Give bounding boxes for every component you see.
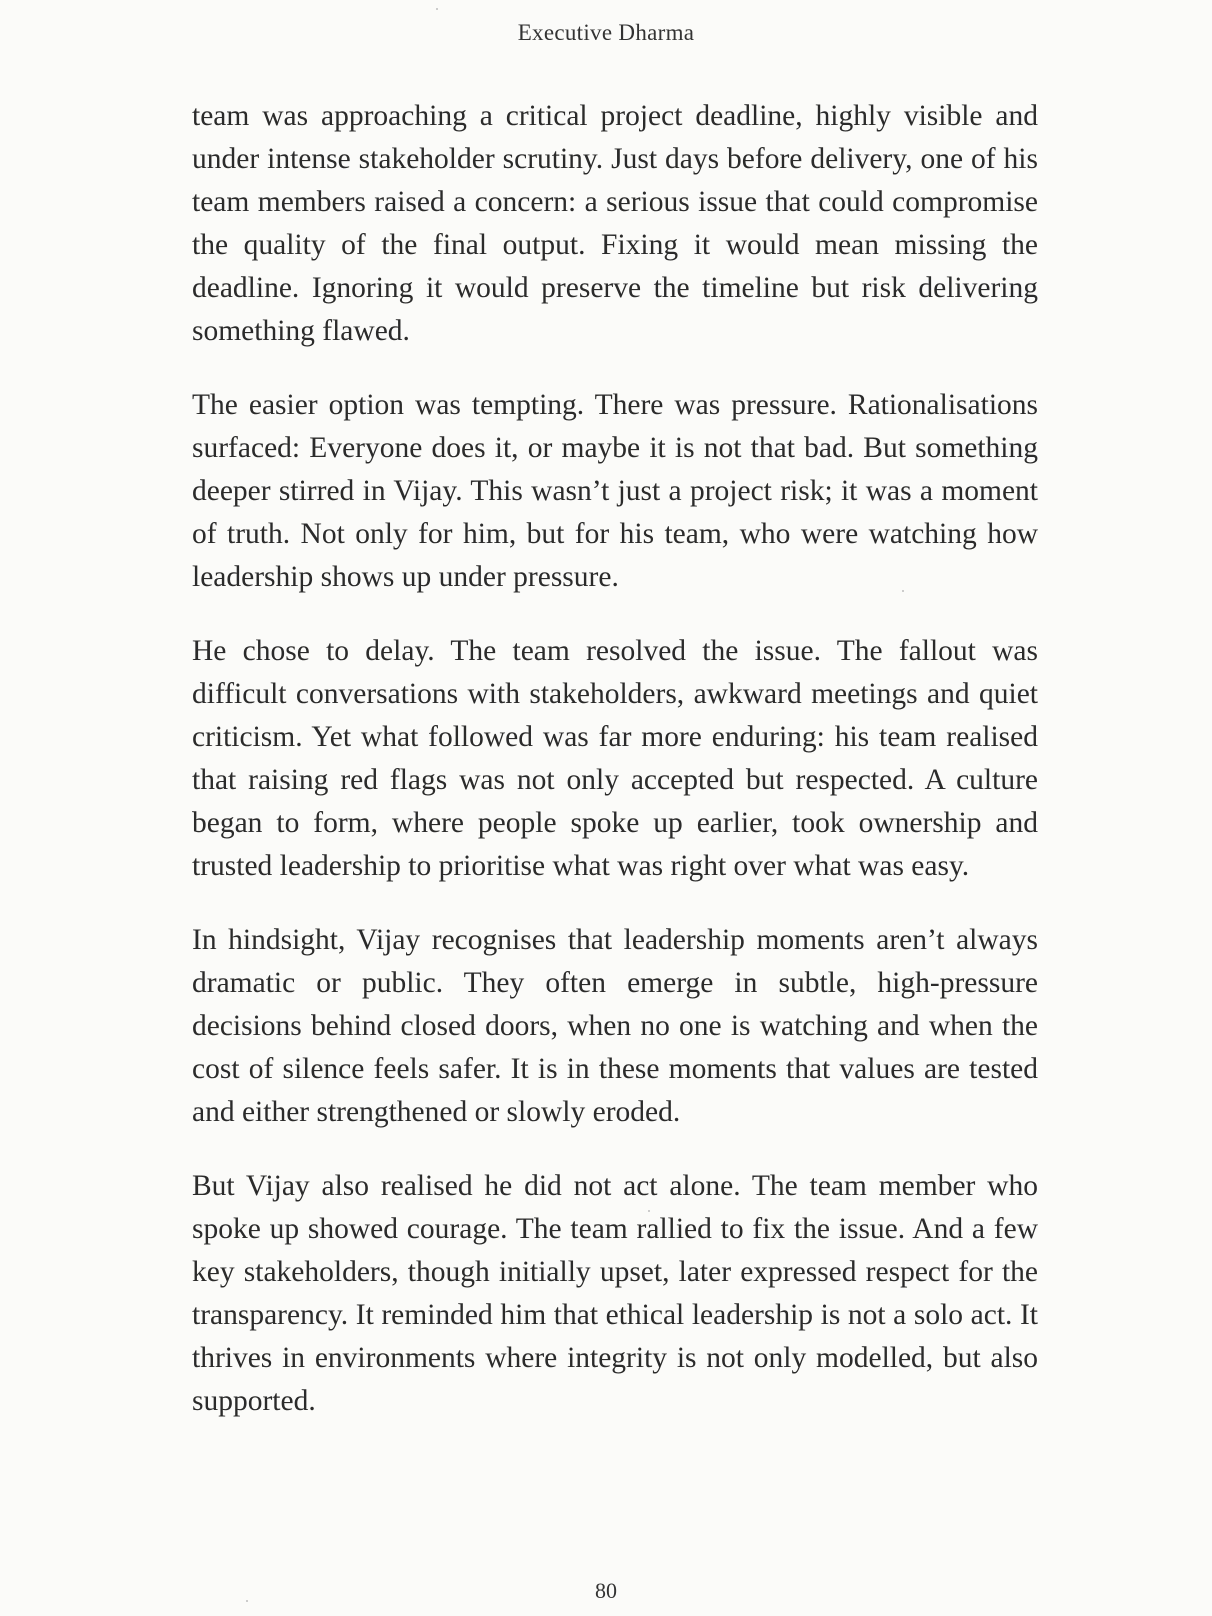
paragraph: But Vijay also realised he did not act alone. The team member who spoke up showed courage. The team rallied to fix the issue. And a few key stakeholders, though initially upset, later expressed respect for the transparency. It reminded him that ethical leadership is not a solo act. It thrives in environments where integrity is not only modelled, but also supported. bbox=[192, 1170, 1038, 1417]
paragraph: The easier option was tempting. There was pressure. Rationalisations surfaced: Everyone does it, or maybe it is not that bad. But something deeper stirred in Vijay. This wasn’t just a project risk; it was a moment of truth. Not only for him, but for his team, who were watching how leadership shows up under pressure. bbox=[192, 389, 1038, 593]
page-number: 80 bbox=[595, 1578, 617, 1603]
paragraph: In hindsight, Vijay recognises that leadership moments aren’t always dramatic or public. They often emerge in subtle, high-pressure decisions behind closed doors, when no one is watching and when the cost of silence feels safer. It is in these moments that values are tested and either strengthened or slowly eroded. bbox=[192, 924, 1038, 1128]
paragraph: He chose to delay. The team resolved the issue. The fallout was difficult conversations with stakeholders, awkward meetings and quiet criticism. Yet what followed was far more enduring: his team realised that raising red flags was not only accepted but respected. A culture began to form, where people spoke up earlier, took ownership and trusted leadership to prioritise what was right over what was easy. bbox=[192, 635, 1038, 882]
scan-speck bbox=[246, 1600, 248, 1602]
paragraph: team was approaching a critical project deadline, highly visible and under intense stakeholder scrutiny. Just days before delivery, one of his team members raised a concern: a serious issue that could compromise the quality of the final output. Fixing it would mean missing the deadline. Ignoring it would preserve the timeline but risk delivering something flawed. bbox=[192, 100, 1038, 347]
scan-speck bbox=[648, 1210, 650, 1212]
body-text bbox=[192, 95, 1038, 1423]
scan-speck bbox=[436, 8, 438, 10]
scan-speck bbox=[902, 590, 904, 592]
running-head: Executive Dharma bbox=[517, 20, 695, 45]
